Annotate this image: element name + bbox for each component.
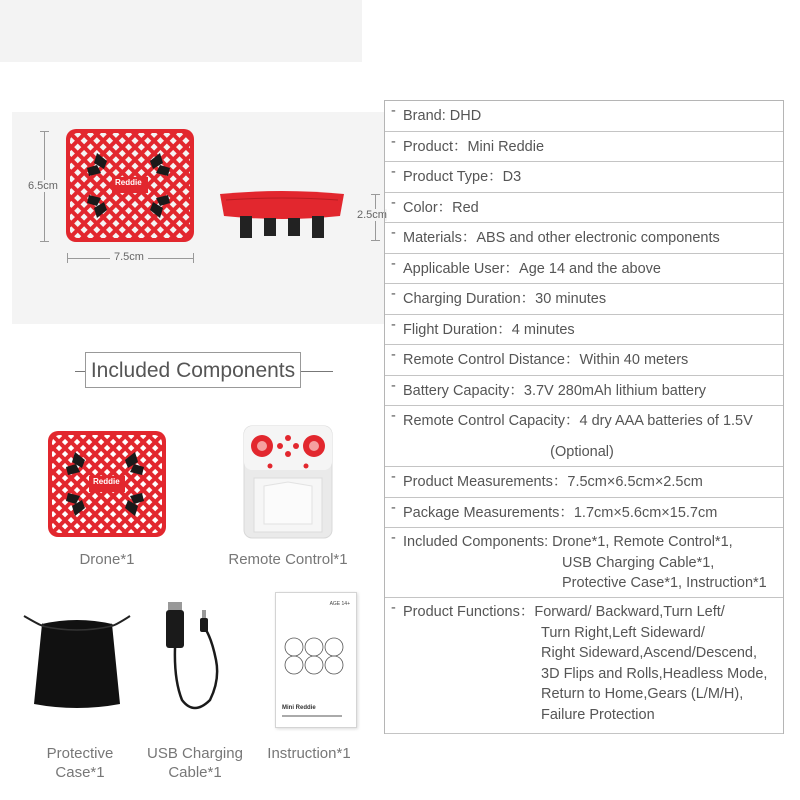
spec-included-line3: Protective Case*1, Instruction*1: [562, 575, 767, 591]
height-dimension-cap-bottom: [40, 241, 49, 242]
caption-drone: Drone*1: [79, 551, 135, 568]
spec-row-product-type: [385, 162, 783, 193]
spec-included-line1: Included Components: Drone*1, Remote Control*1,: [403, 534, 733, 550]
caption-instruction: Instruction*1: [267, 745, 351, 762]
spec-functions-line4: 3D Flips and Rolls,Headless Mode,: [541, 665, 768, 682]
drone-top-view-image: [65, 128, 195, 243]
spec-functions-line5: Return to Home,Gears (L/M/H),: [541, 686, 744, 702]
spec-text: Product Type：D3: [403, 169, 522, 185]
spec-dash: -: [391, 103, 396, 119]
caption-protective-case: [20, 744, 140, 782]
spec-text: Color：Red: [403, 199, 479, 216]
height-dimension-cap-top: [40, 131, 49, 132]
caption-usb-cable-line1: USB Charging: [147, 745, 243, 762]
spec-dash: -: [391, 316, 396, 333]
caption-protective-case-line2: Case*1: [55, 764, 105, 781]
spec-row-battery-capacity: [385, 376, 783, 407]
instruction-booklet-image: [275, 592, 357, 728]
spec-text: Brand: DHD: [403, 108, 482, 124]
spec-dash: -: [391, 194, 396, 211]
spec-text: Charging Duration：30 minutes: [403, 291, 607, 307]
spec-dash: -: [391, 600, 396, 616]
thickness-dimension-cap-top: [371, 194, 380, 195]
spec-functions-line6: Failure Protection: [541, 706, 655, 723]
spec-text: Applicable User：Age 14 and the above: [403, 260, 661, 277]
spec-text: Product Measurements：7.5cm×6.5cm×2.5cm: [403, 474, 703, 490]
spec-functions-label: Product Functions：: [403, 604, 535, 620]
drone-component-logo-text: Reddie: [93, 477, 120, 486]
usb-cable-image: [160, 600, 230, 716]
top-background-band: [0, 0, 362, 62]
spec-text: Remote Control Capacity：4 dry AAA batteries of 1.5V: [403, 413, 753, 429]
booklet-corner-text: AGE 14+: [329, 601, 350, 607]
spec-functions-line3: Right Sideward,Ascend/Descend,: [541, 645, 758, 661]
heading-rule-right: [301, 371, 333, 372]
spec-dash: -: [391, 408, 396, 424]
specification-table: [384, 100, 784, 734]
spec-dash: -: [391, 133, 396, 150]
spec-dash: -: [391, 164, 396, 180]
spec-row-package-measurements: [385, 498, 783, 529]
spec-row-charging-duration: [385, 284, 783, 315]
spec-dash: -: [391, 499, 396, 516]
spec-dash: -: [391, 286, 396, 302]
height-dimension-label: 6.5cm: [28, 180, 58, 192]
spec-row-product: [385, 132, 783, 163]
remote-control-image: [242, 424, 334, 540]
included-components-title: Included Components: [85, 352, 301, 388]
included-components-heading: [75, 352, 333, 390]
caption-usb-cable-line2: Cable*1: [168, 764, 222, 781]
spec-text: Package Measurements：1.7cm×5.6cm×15.7cm: [403, 504, 718, 521]
spec-row-remote-capacity: [385, 406, 783, 467]
spec-row-materials: [385, 223, 783, 254]
width-dimension-cap-right: [193, 253, 194, 263]
drone-side-view-image: [216, 190, 348, 242]
spec-row-color: [385, 193, 783, 224]
protective-case-image: [18, 612, 136, 712]
booklet-title: Mini Reddie: [282, 705, 316, 711]
heading-rule-left: [75, 371, 85, 372]
spec-optional-note: (Optional): [550, 443, 614, 460]
spec-row-product-measurements: [385, 467, 783, 498]
caption-remote-control: Remote Control*1: [228, 551, 348, 568]
thickness-dimension-cap-bottom: [371, 240, 380, 241]
spec-text: Remote Control Distance：Within 40 meters: [403, 352, 689, 368]
spec-dash: -: [391, 469, 396, 485]
width-dimension-label: 7.5cm: [110, 251, 148, 263]
spec-text: Product：Mini Reddie: [403, 138, 545, 155]
spec-row-applicable-user: [385, 254, 783, 285]
width-dimension-cap-left: [67, 253, 68, 263]
spec-included-line2: USB Charging Cable*1,: [562, 554, 715, 571]
caption-protective-case-line1: Protective: [46, 745, 114, 762]
spec-text: Battery Capacity：3.7V 280mAh lithium battery: [403, 382, 707, 399]
caption-usb-cable: [140, 744, 250, 782]
spec-row-flight-duration: [385, 315, 783, 346]
drone-logo-text: Reddie: [115, 178, 142, 187]
spec-dash: -: [391, 530, 396, 546]
spec-row-brand: [385, 101, 783, 132]
spec-row-included-components: [385, 528, 783, 598]
spec-dash: -: [391, 255, 396, 272]
spec-text: Flight Duration：4 minutes: [403, 321, 575, 338]
drone-component-image: [47, 430, 167, 538]
spec-text: Materials：ABS and other electronic components: [403, 230, 720, 246]
booklet-subtitle-line: [282, 715, 342, 717]
spec-functions-line2: Turn Right,Left Sideward/: [541, 624, 705, 641]
spec-row-remote-distance: [385, 345, 783, 376]
thickness-dimension-label: 2.5cm: [357, 209, 387, 221]
spec-dash: -: [391, 225, 396, 241]
spec-dash: -: [391, 377, 396, 394]
spec-functions-line1: Forward/ Backward,Turn Left/: [534, 604, 725, 620]
spec-row-product-functions: [385, 598, 783, 734]
spec-dash: -: [391, 347, 396, 363]
top-white-band: [362, 0, 800, 62]
